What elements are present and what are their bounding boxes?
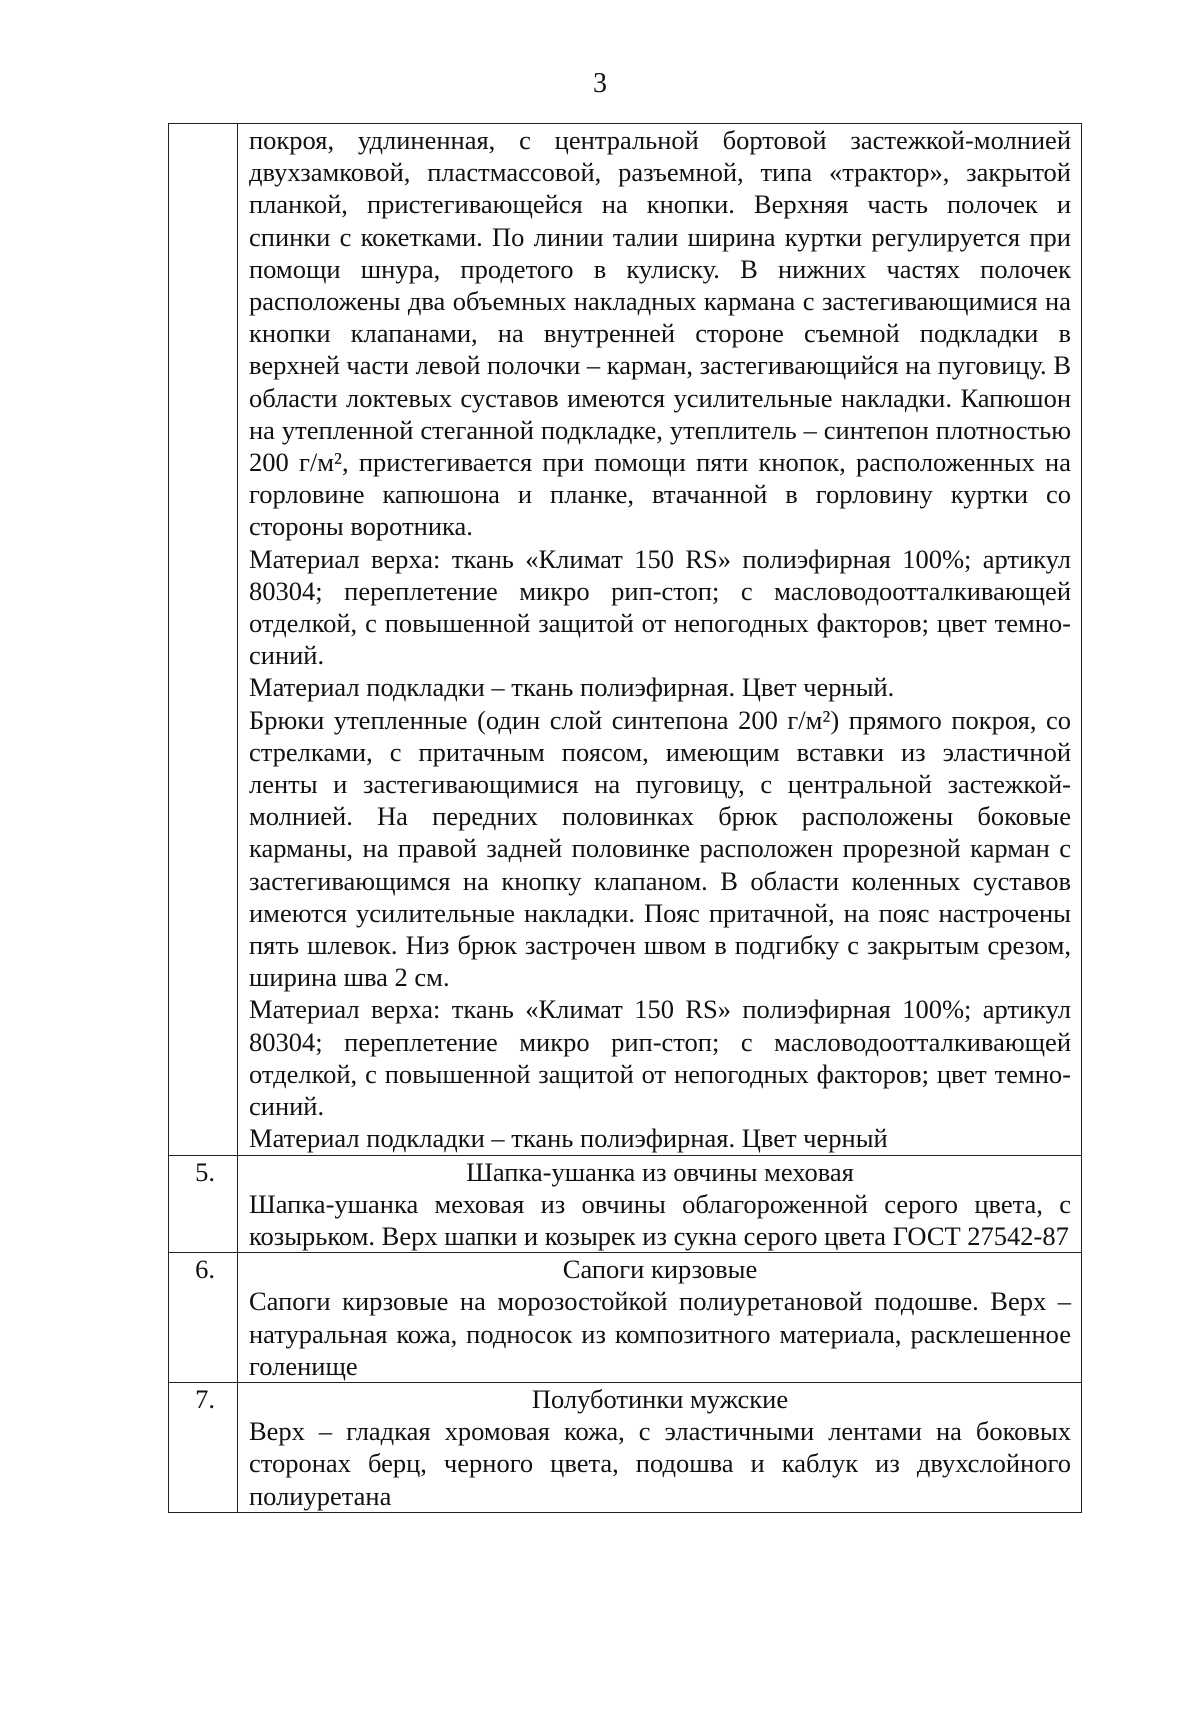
description-cell [238, 1155, 1082, 1253]
row-number-cell [169, 1382, 238, 1512]
description-cell [238, 124, 1082, 1156]
description-paragraph: Материал верха: ткань «Климат 150 RS» полиэфирная 100%; артикул 80304; переплетение микро рип-стоп; с масловодоотталкивающей отделкой, с повышенной защитой от непогодных факторов; цвет темно-синий. [249, 543, 1071, 671]
row-number-cell [169, 124, 238, 1156]
row-number-cell [169, 1253, 238, 1383]
item-description: Верх – гладкая хромовая кожа, с эластичными лентами на боковых сторонах берц, черного цвета, подошва и каблук из двухслойного полиуретана [249, 1416, 1071, 1511]
item-title: Шапка-ушанка из овчины меховая [466, 1156, 854, 1187]
table-row [169, 1253, 1082, 1383]
item-description: Сапоги кирзовые на морозостойкой полиуретановой подошве. Верх – натуральная кожа, подносок из композитного материала, расклешенное голенище [249, 1286, 1071, 1381]
row-number: 5. [195, 1156, 215, 1187]
description-paragraph: Брюки утепленные (один слой синтепона 200 г/м²) прямого покроя, со стрелками, с притачным поясом, имеющим вставки из эластичной ленты и застегивающимися на пуговицу, с центральной застежкой-молнией. На передних половинках брюк расположены боковые карманы, на правой задней половинке расположен прорезной карман с застегивающимся на кнопку клапаном. В области коленных суставов имеются усилительные накладки. Пояс притачной, на пояс настрочены пять шлевок. Низ брюк застрочен швом в подгибку с закрытым срезом, ширина шва 2 см. [249, 704, 1071, 993]
row-number: 6. [195, 1254, 215, 1285]
description-cell [238, 1382, 1082, 1512]
specification-table [168, 123, 1082, 1513]
page-number: 3 [593, 68, 607, 99]
item-title: Полуботинки мужские [531, 1383, 789, 1414]
row-number: 7. [195, 1383, 215, 1414]
table-row [169, 1382, 1082, 1512]
item-title: Сапоги кирзовые [562, 1254, 758, 1285]
description-paragraph: Материал верха: ткань «Климат 150 RS» полиэфирная 100%; артикул 80304; переплетение микро рип-стоп; с масловодоотталкивающей отделкой, с повышенной защитой от непогодных факторов; цвет темно-синий. [249, 994, 1071, 1122]
description-paragraph: Материал подкладки – ткань полиэфирная. Цвет черный [249, 1123, 888, 1154]
item-description: Шапка-ушанка меховая из овчины облагороженной серого цвета, с козырьком. Верх шапки и козырек из сукна серого цвета ГОСТ 27542-87 [249, 1188, 1071, 1251]
description-paragraph: Материал подкладки – ткань полиэфирная. Цвет черный. [249, 672, 895, 703]
description-cell [238, 1253, 1082, 1383]
row-number-cell [169, 1155, 238, 1253]
table-row [169, 1155, 1082, 1253]
table-row [169, 124, 1082, 1156]
description-paragraph: покроя, удлиненная, с центральной бортовой застежкой-молнией двухзамковой, пластмассовой, разъемной, типа «трактор», закрытой планкой, пристегивающейся на кнопки. Верхняя часть полочек и спинки с кокетками. По линии талии ширина куртки регулируется при помощи шнура, продетого в кулиску. В нижних частях полочек расположены два объемных накладных кармана с застегивающимися на кнопки клапанами, на внутренней стороне съемной подкладки в верхней части левой полочки – карман, застегивающийся на пуговицу. В области локтевых суставов имеются усилительные накладки. Капюшон на утепленной стеганной подкладке, утеплитель – синтепон плотностью 200 г/м², пристегивается при помощи пяти кнопок, расположенных на горловине капюшона и планке, втачанной в горловину куртки со стороны воротника. [249, 125, 1071, 542]
